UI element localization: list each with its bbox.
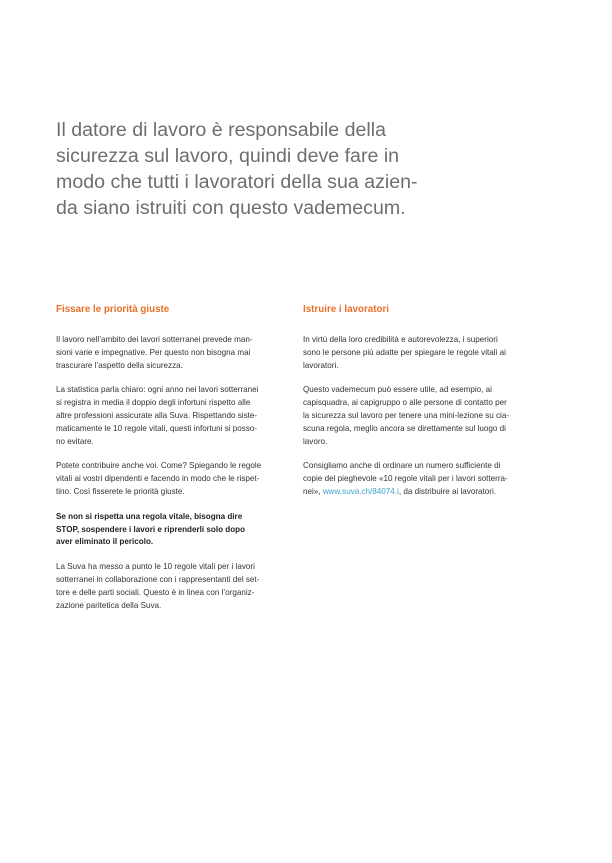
text-line: aver eliminato il pericolo. xyxy=(56,537,154,547)
text-line: sotterranei in collaborazione con i rappresentanti del set- xyxy=(56,574,260,584)
headline-line: sicurezza sul lavoro, quindi deve fare in xyxy=(56,145,400,167)
text-line: maticamente le 10 regole vitali, questi infortuni si posso- xyxy=(56,423,258,433)
text-line: capisquadra, ai capigruppo o alle persone di contatto per xyxy=(303,398,507,408)
page-headline xyxy=(56,117,456,221)
right-column-heading: Istruire i lavoratori xyxy=(303,304,390,315)
paragraph-statistics xyxy=(56,384,296,448)
paragraph-intro xyxy=(56,334,296,372)
text-line: zazione paritetica della Suva. xyxy=(56,600,162,610)
text-line: no evitare. xyxy=(56,436,94,446)
text-line: copie del pieghevole «10 regole vitali per i lavori sotterra- xyxy=(303,474,508,484)
text-line: Il lavoro nell’ambito dei lavori sotterranei prevede man- xyxy=(56,335,253,344)
text-line: altre professioni assicurate alla Suva. Rispettando siste- xyxy=(56,410,258,420)
paragraph-contribute xyxy=(56,460,296,498)
paragraph-suva-rules xyxy=(56,561,296,612)
text-line: la sicurezza sul lavoro per tenere una mini-lezione su cia- xyxy=(303,410,510,420)
text-line xyxy=(303,486,543,499)
text-line: trascurare l’aspetto della sicurezza. xyxy=(56,360,183,370)
text-line: scuna regola, meglio ancora se direttamente sul luogo di xyxy=(303,423,506,433)
text-line: tino. Così fisserete le priorità giuste. xyxy=(56,486,185,496)
text-line: Se non si rispetta una regola vitale, bisogna dire xyxy=(56,511,243,521)
text-line: si registra in media il doppio degli infortuni rispetto alle xyxy=(56,398,251,408)
left-column xyxy=(56,303,296,624)
paragraph-vademecum-use xyxy=(303,384,543,448)
text-line: Questo vademecum può essere utile, ad esempio, ai xyxy=(303,385,492,395)
text-line: In virtù della loro credibilità e autorevolezza, i superiori xyxy=(303,335,498,344)
text-line: sono le persone più adatte per spiegare le regole vitali ai xyxy=(303,347,506,357)
paragraph-order-copies xyxy=(303,460,543,498)
text-line: sioni varie e impegnative. Per questo non bisogna mai xyxy=(56,347,251,357)
left-column-heading: Fissare le priorità giuste xyxy=(56,304,170,315)
right-column xyxy=(303,303,543,511)
text-fragment: , da distribuire ai lavoratori. xyxy=(398,486,497,496)
suva-order-link[interactable]: www.suva.ch/84074.i xyxy=(322,486,399,496)
text-line: vitali ai vostri dipendenti e facendo in modo che le rispet- xyxy=(56,474,260,484)
text-fragment: nei», xyxy=(303,486,323,496)
paragraph-stop-rule xyxy=(56,511,296,549)
text-line: La statistica parla chiaro: ogni anno nei lavori sotterranei xyxy=(56,385,259,395)
text-line: tore e delle parti sociali. Questo è in linea con l’organiz- xyxy=(56,587,255,597)
paragraph-superiors xyxy=(303,334,543,372)
headline-line: da siano istruiti con questo vademecum. xyxy=(56,197,406,219)
text-line: Potete contribuire anche voi. Come? Spiegando le regole xyxy=(56,461,262,471)
text-line: La Suva ha messo a punto le 10 regole vitali per i lavori xyxy=(56,562,255,572)
text-line: lavoro. xyxy=(303,436,328,446)
text-line: STOP, sospendere i lavori e riprenderli solo dopo xyxy=(56,524,246,534)
headline-line: modo che tutti i lavoratori della sua azien- xyxy=(56,171,418,193)
headline-line: Il datore di lavoro è responsabile della xyxy=(56,119,387,141)
text-line: Consigliamo anche di ordinare un numero sufficiente di xyxy=(303,461,501,471)
text-line: lavoratori. xyxy=(303,360,339,370)
